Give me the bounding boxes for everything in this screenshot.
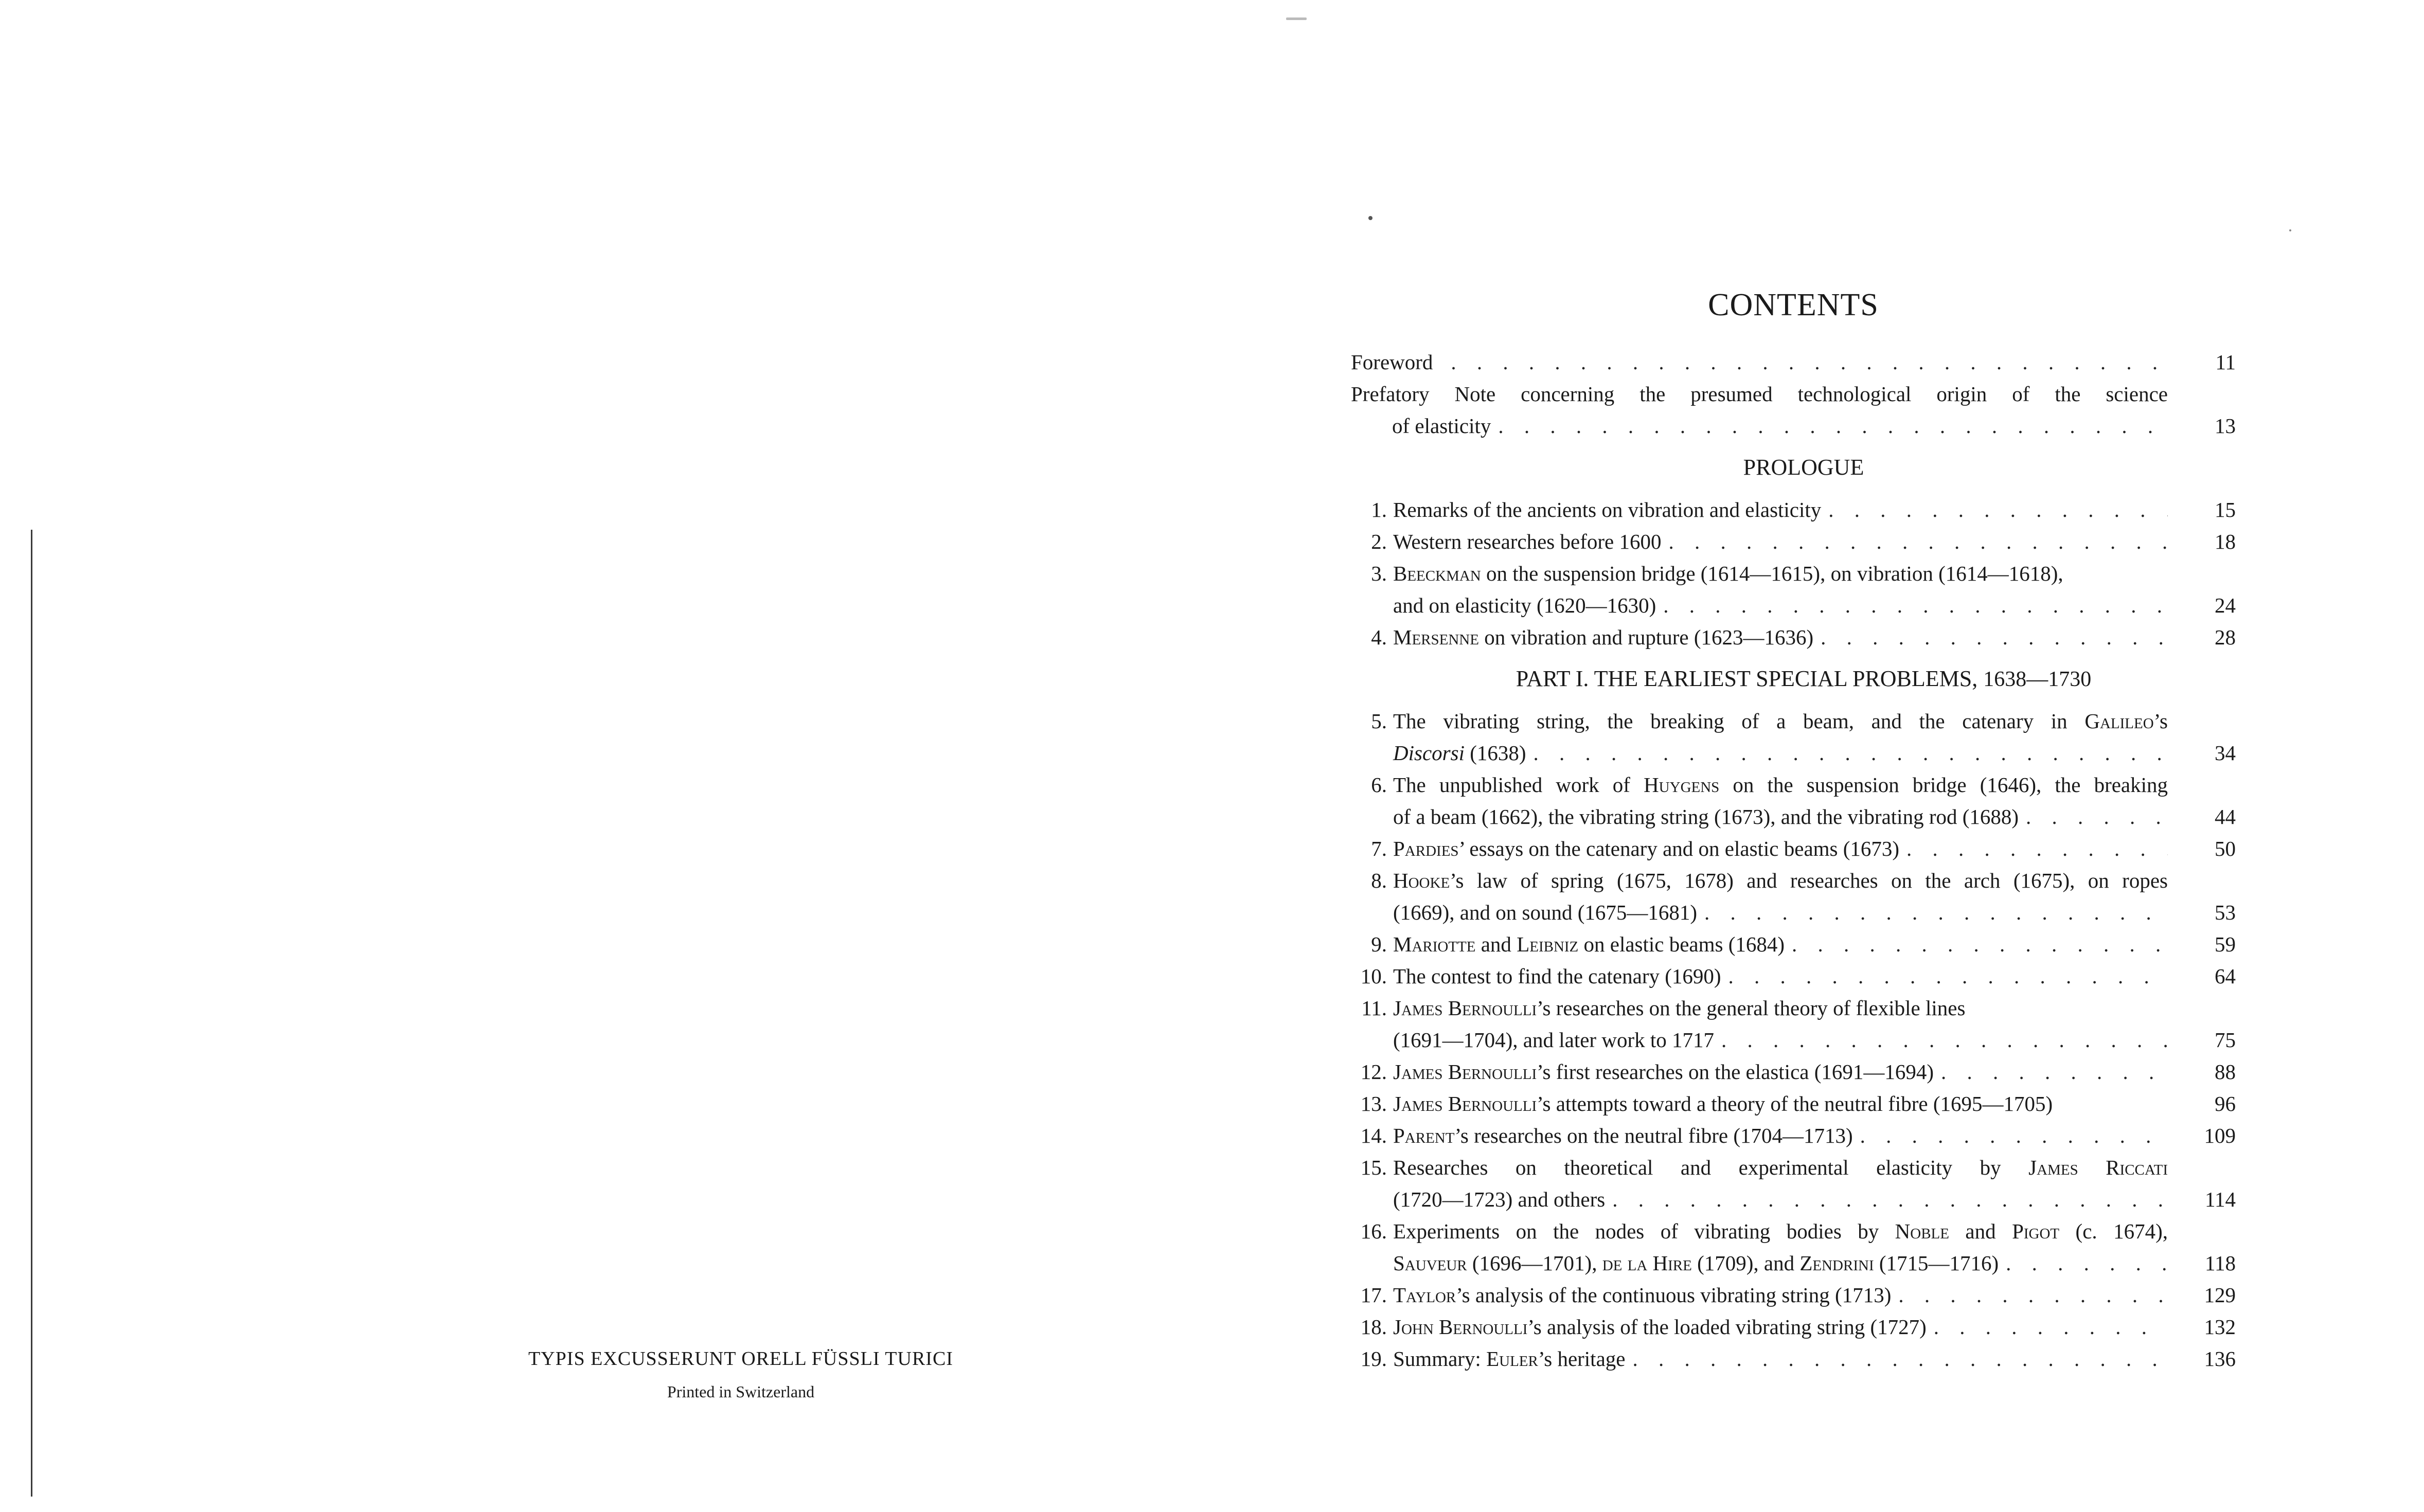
- leader-dots: [2019, 801, 2168, 833]
- entry-title: ’s analysis of the loaded vibrating string (1727): [1527, 1315, 1927, 1339]
- entry-title-cont: (1638): [1464, 741, 1526, 765]
- page-number: 114: [2205, 1187, 2236, 1211]
- entry-title-cont: (1691—1704), and later work to 1717: [1393, 1028, 1714, 1052]
- entry-number: 9.: [1371, 932, 1387, 956]
- toc-entry: [1351, 1056, 2236, 1088]
- leader-dots: [1605, 1183, 2168, 1215]
- entry-title: The contest to find the catenary (1690): [1393, 964, 1721, 988]
- page-number: 118: [2205, 1251, 2236, 1275]
- section-heading-part-1: [1351, 665, 2236, 692]
- entry-title: The vibrating string, the breaking of a beam, and the catenary in: [1393, 709, 2085, 733]
- toc-entry: [1351, 769, 2236, 833]
- leader-dots: [1721, 960, 2168, 992]
- entry-title-cont: (1669), and on sound (1675—1681): [1393, 901, 1698, 924]
- entry-title: ’s researches on the neutral fibre (1704—1713): [1454, 1124, 1853, 1147]
- work-title: Discorsi: [1393, 741, 1465, 765]
- entry-title: Remarks of the ancients on vibration and elasticity: [1393, 498, 1822, 521]
- entry-number: 12.: [1360, 1060, 1387, 1084]
- printer-imprint: TYPIS EXCUSSERUNT ORELL FÜSSLI TURICI: [528, 1348, 953, 1370]
- entry-title: Experiments on the nodes of vibrating bodies by: [1393, 1219, 1895, 1243]
- printed-in-note: Printed in Switzerland: [667, 1382, 815, 1401]
- page-number: 96: [2215, 1092, 2236, 1115]
- entry-number: 4.: [1371, 625, 1387, 649]
- entry-number: 2.: [1371, 530, 1387, 553]
- leader-dots: [1491, 410, 2168, 442]
- leader-dots: [1934, 1056, 2168, 1088]
- toc-entry: [1351, 1120, 2236, 1151]
- entry-title-end: on elastic beams (1684): [1578, 932, 1785, 956]
- page-number: 18: [2215, 530, 2236, 553]
- entry-title: Summary:: [1393, 1347, 1487, 1371]
- entry-title: ’s law of spring (1675, 1678) and researches on the arch (1675), on ropes: [1450, 869, 2168, 892]
- leader-dots: [1927, 1311, 2168, 1343]
- entry-title-cont: (1696—1701),: [1467, 1251, 1602, 1275]
- entry-number: 19.: [1360, 1347, 1387, 1371]
- toc-entry: [1351, 960, 2236, 992]
- page-number: 136: [2204, 1347, 2236, 1371]
- toc-entry: [1351, 494, 2236, 526]
- author-name: Sauveur: [1393, 1251, 1467, 1275]
- page-number: 50: [2215, 837, 2236, 860]
- entry-title-cont: and on elasticity (1620—1630): [1393, 593, 1656, 617]
- table-of-contents: [1351, 287, 2236, 1375]
- author-name: James Bernoulli: [1393, 996, 1537, 1020]
- entry-number: 14.: [1360, 1124, 1387, 1147]
- toc-entry: [1351, 833, 2236, 865]
- entry-title: ’s attempts toward a theory of the neutral fibre (1695—1705): [1537, 1092, 2053, 1115]
- scan-edge-line: [31, 530, 32, 1497]
- toc-entry: [1351, 865, 2236, 928]
- author-name: John Bernoulli: [1393, 1315, 1528, 1339]
- author-name: Mariotte: [1393, 932, 1476, 956]
- entry-number: 13.: [1360, 1092, 1387, 1115]
- leader-dots: [1821, 494, 2168, 526]
- section-heading-prologue: PROLOGUE: [1743, 455, 1864, 480]
- toc-entry: [1351, 1311, 2236, 1343]
- entry-title: ’ essays on the catenary and on elastic beams (1673): [1458, 837, 1900, 860]
- entry-title: Western researches before 1600: [1393, 530, 1662, 553]
- leader-dots: [1625, 1343, 2168, 1375]
- page-number: 109: [2204, 1124, 2236, 1147]
- author-name: Leibniz: [1517, 932, 1579, 956]
- page-number: 34: [2215, 741, 2236, 765]
- entry-title: Researches on theoretical and experimental elasticity by: [1393, 1156, 2029, 1179]
- leader-dots: [1899, 833, 2168, 865]
- author-name: Beeckman: [1393, 562, 1481, 585]
- toc-entry: [1351, 621, 2236, 653]
- author-name: Galileo: [2084, 709, 2154, 733]
- page-number: 11: [2215, 350, 2236, 374]
- entry-number: 10.: [1360, 964, 1387, 988]
- leader-dots: [1697, 896, 2168, 928]
- toc-entry: [1351, 1279, 2236, 1311]
- entry-number: 6.: [1371, 773, 1387, 797]
- author-name: Huygens: [1644, 773, 1720, 797]
- entry-title-cont: (1720—1723) and others: [1393, 1187, 1606, 1211]
- page-number: 59: [2215, 932, 2236, 956]
- page-number: 64: [2215, 964, 2236, 988]
- page-number: 28: [2215, 625, 2236, 649]
- page-number: 15: [2215, 498, 2236, 521]
- scan-speck: [1286, 17, 1307, 20]
- author-name: Noble: [1895, 1219, 1949, 1243]
- toc-entry-foreword: [1351, 346, 2236, 378]
- leader-dots: [1656, 589, 2168, 621]
- page-number: 88: [2215, 1060, 2236, 1084]
- entry-title: Prefatory Note concerning the presumed technological origin of the science: [1351, 382, 2168, 406]
- entry-number: 17.: [1360, 1283, 1387, 1307]
- entry-title-end: ’s heritage: [1538, 1347, 1626, 1371]
- author-name: Pigot: [2012, 1219, 2060, 1243]
- page-number: 53: [2215, 901, 2236, 924]
- leader-dots: [1661, 526, 2168, 557]
- entry-number: 15.: [1360, 1156, 1387, 1179]
- entry-title-cont-mid: (1709), and: [1691, 1251, 1800, 1275]
- toc-entry: [1351, 1343, 2236, 1375]
- author-name: Parent: [1393, 1124, 1455, 1147]
- leader-dots: [1999, 1247, 2168, 1279]
- entry-title-mid: and: [1949, 1219, 2012, 1243]
- entry-number: 18.: [1360, 1315, 1387, 1339]
- toc-entry: [1351, 526, 2236, 557]
- entry-number: 8.: [1371, 869, 1387, 892]
- entry-title-cont: of elasticity: [1392, 414, 1491, 438]
- author-name: Taylor: [1393, 1283, 1456, 1307]
- author-name: Hooke: [1393, 869, 1450, 892]
- page-number: 75: [2215, 1028, 2236, 1052]
- leader-dots: [1526, 737, 2168, 769]
- toc-entry: [1351, 928, 2236, 960]
- page-number: 44: [2215, 805, 2236, 829]
- leader-dots: [1813, 621, 2168, 653]
- author-name: James Riccati: [2028, 1156, 2168, 1179]
- entry-title: on vibration and rupture (1623—1636): [1478, 625, 1814, 649]
- scan-speck: [2289, 229, 2291, 231]
- author-name: Pardies: [1393, 837, 1459, 860]
- entry-number: 7.: [1371, 837, 1387, 860]
- contents-title: CONTENTS: [1708, 287, 1879, 322]
- entry-title-cont: of a beam (1662), the vibrating string (1673), and the vibrating rod (1688): [1393, 805, 2019, 829]
- toc-entry: [1351, 992, 2236, 1056]
- entry-title: Foreword: [1351, 350, 1433, 374]
- leader-dots: [1785, 928, 2168, 960]
- entry-title: ’s researches on the general theory of flexible lines: [1537, 996, 1966, 1020]
- toc-entry: [1351, 705, 2236, 769]
- entry-title-end: ’s: [2153, 709, 2168, 733]
- leader-dots: [1714, 1024, 2168, 1056]
- entry-number: 3.: [1371, 562, 1387, 585]
- author-name: Euler: [1486, 1347, 1538, 1371]
- page-number: 129: [2204, 1283, 2236, 1307]
- entry-title: The unpublished work of: [1393, 773, 1644, 797]
- entry-number: 1.: [1371, 498, 1387, 521]
- toc-entry: [1351, 557, 2236, 621]
- toc-entry-prefatory-note: [1351, 378, 2236, 442]
- toc-entry: [1351, 1215, 2236, 1279]
- entry-number: 5.: [1371, 709, 1387, 733]
- entry-title: ’s analysis of the continuous vibrating string (1713): [1456, 1283, 1892, 1307]
- entry-number: 11.: [1361, 996, 1387, 1020]
- author-name: Zendrini: [1799, 1251, 1874, 1275]
- part-heading-text: PART I. THE EARLIEST SPECIAL PROBLEMS,: [1516, 666, 1978, 691]
- toc-entry: [1351, 1151, 2236, 1215]
- author-name: James Bernoulli: [1393, 1060, 1537, 1084]
- entry-title-cont-end: (1715—1716): [1874, 1251, 1999, 1275]
- leader-dots: [1433, 346, 2168, 378]
- author-name: de la Hire: [1602, 1251, 1692, 1275]
- entry-title: and: [1475, 932, 1517, 956]
- author-name: James Bernoulli: [1393, 1092, 1537, 1115]
- entry-title: ’s first researches on the elastica (1691—1694): [1537, 1060, 1934, 1084]
- leader-dots: [1853, 1120, 2168, 1151]
- entry-title: on the suspension bridge (1614—1615), on vibration (1614—1618),: [1481, 562, 2063, 585]
- leader-dots: [1891, 1279, 2168, 1311]
- author-name: Mersenne: [1393, 625, 1479, 649]
- scan-speck: [1368, 216, 1373, 220]
- entry-title-end: (c. 1674),: [2059, 1219, 2168, 1243]
- page-number: 24: [2215, 593, 2236, 617]
- part-heading-years: 1638—1730: [1983, 668, 2092, 691]
- entry-title-end: on the suspension bridge (1646), the breaking: [1719, 773, 2168, 797]
- page-number: 13: [2215, 414, 2236, 438]
- page-number: 132: [2204, 1315, 2236, 1339]
- entry-number: 16.: [1360, 1219, 1387, 1243]
- toc-entry: [1351, 1088, 2236, 1120]
